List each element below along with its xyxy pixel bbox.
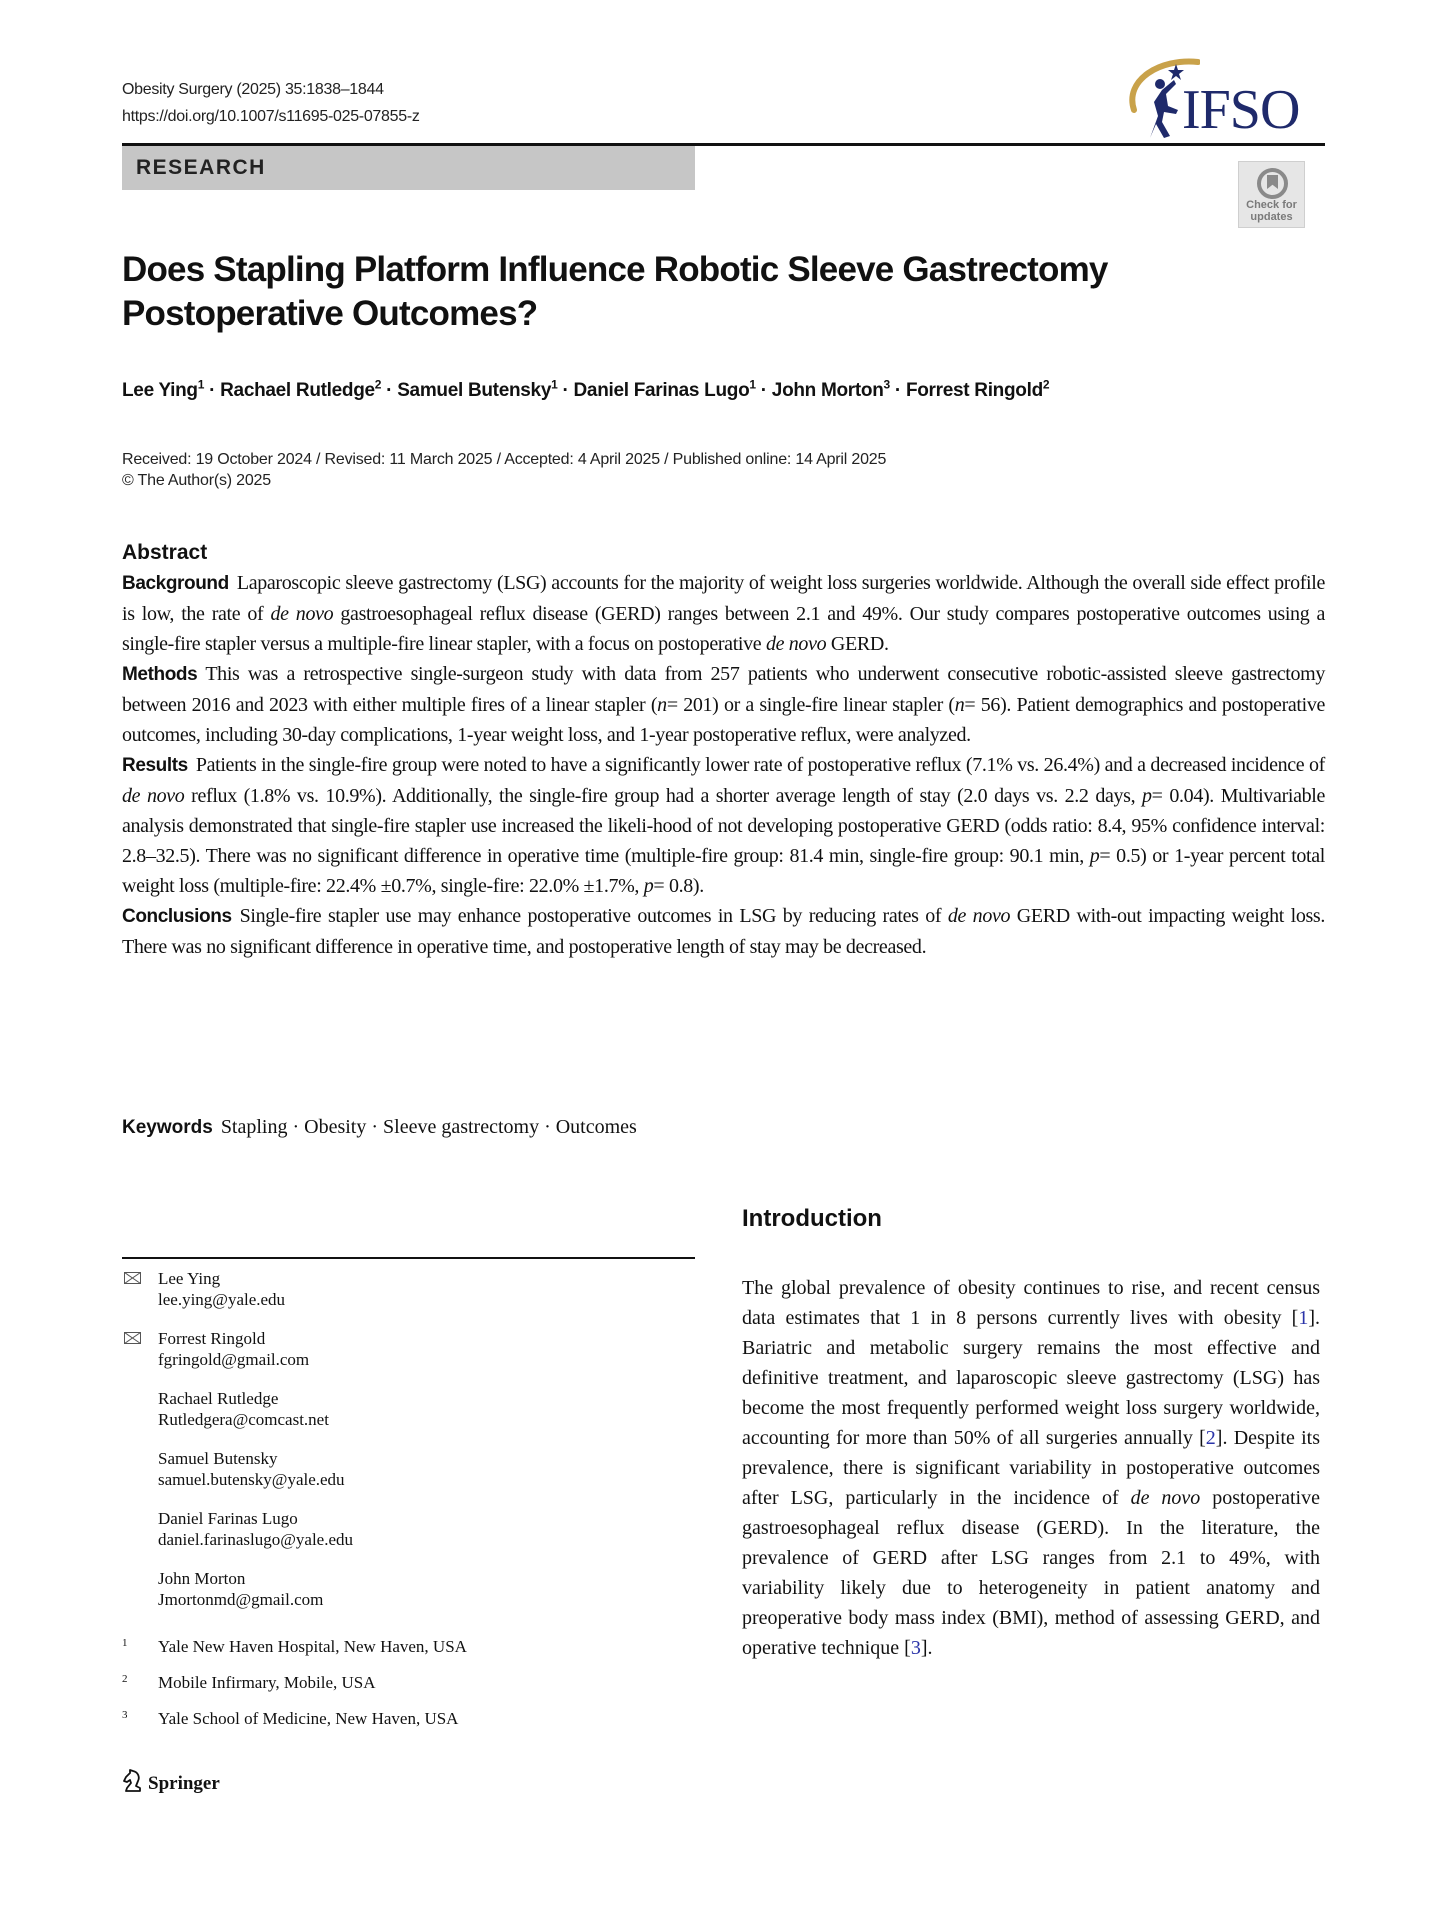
contact-email[interactable]: Jmortonmd@gmail.com bbox=[158, 1590, 324, 1609]
keywords-label: Keywords bbox=[122, 1117, 213, 1138]
history-dates: Received: 19 October 2024 / Revised: 11 March 2025 / Accepted: 4 April 2025 / Published online: 14 April 2025 bbox=[122, 451, 887, 468]
citation-link[interactable]: 1 bbox=[1298, 1307, 1309, 1329]
abstract-conclusions-label: Conclusions bbox=[122, 906, 232, 927]
affiliation-item bbox=[122, 1709, 692, 1729]
abstract-methods-label: Methods bbox=[122, 664, 198, 685]
check-for-updates-line1: Check for bbox=[1246, 199, 1297, 211]
affiliation-text: Mobile Infirmary, Mobile, USA bbox=[158, 1673, 376, 1692]
contact-email[interactable]: samuel.butensky@yale.edu bbox=[158, 1470, 345, 1489]
abstract-methods: Methods This was a retrospective single-surgeon study with data from 257 patients who underwent consecutive robotic-assisted sleeve gastrectomy between 2016 and 2023 with either multiple fires of a linear stapler (n= 201) or a single-fire linear stapler (n= 56). Patient demographics and postoperative outcomes, including 30-day complications, 1-year weight loss, and 1-year postoperative reflux, were analyzed. bbox=[122, 663, 1326, 746]
contact-item bbox=[122, 1448, 692, 1490]
doi-link[interactable]: https://doi.org/10.1007/s11695-025-07855-z bbox=[122, 108, 420, 125]
affiliation-item bbox=[122, 1673, 692, 1693]
affiliation-text: Yale School of Medicine, New Haven, USA bbox=[158, 1709, 459, 1728]
contact-item bbox=[122, 1568, 692, 1610]
contact-email[interactable]: Rutledgera@comcast.net bbox=[158, 1410, 329, 1429]
citation-link[interactable]: 3 bbox=[910, 1637, 921, 1659]
abstract-results: Results Patients in the single-fire group were noted to have a significantly lower rate of postoperative reflux (7.1% vs. 26.4%) and a decreased incidence of de novo reflux (1.8% vs. 10.9%). Additionally, the single-fire group had a shorter average length of stay (2.0 days vs. 2.2 days, p= 0.04). Multivariable analysis demonstrated that single-fire stapler use increased the likeli-hood of not developing postoperative GERD (odds ratio: 8.4, 95% confidence interval: 2.8–32.5). There was no significant difference in operative time (multiple-fire group: 81.4 min, single-fire group: 90.1 min, p= 0.5) or 1-year percent total weight loss (multiple-fire: 22.4% ±0.7%, single-fire: 22.0% ±1.7%, p= 0.8). bbox=[122, 754, 1325, 897]
keywords-list: Stapling · Obesity · Sleeve gastrectomy · Outcomes bbox=[220, 1116, 637, 1138]
contact-item bbox=[122, 1508, 692, 1550]
affiliation-text: Yale New Haven Hospital, New Haven, USA bbox=[158, 1637, 467, 1656]
author[interactable]: Samuel Butensky$^1$ bbox=[397, 378, 558, 402]
check-for-updates-button[interactable] bbox=[1238, 161, 1305, 228]
introduction-heading: Introduction bbox=[742, 1205, 882, 1232]
footnote-rule bbox=[122, 1257, 695, 1259]
affiliation-item bbox=[122, 1637, 692, 1657]
author[interactable]: Rachael Rutledge$^2$ bbox=[220, 378, 382, 402]
check-for-updates-icon bbox=[1257, 168, 1288, 199]
contact-item bbox=[122, 1388, 692, 1430]
ifso-logo bbox=[1120, 50, 1325, 140]
envelope-icon bbox=[124, 1272, 141, 1284]
abstract-conclusions: Conclusions Single-fire stapler use may enhance postoperative outcomes in LSG by reducing rates of de novo GERD with-out impacting weight loss. There was no significant difference in operative time, and postoperative length of stay may be decreased. bbox=[122, 905, 1325, 958]
abstract-background: Background Laparoscopic sleeve gastrectomy (LSG) accounts for the majority of weight loss surgeries worldwide. Although the overall side effect profile is low, the rate of de novo gastroesophageal reflux disease (GERD) ranges between 2.1 and 49%. Our study compares postoperative outcomes using a single-fire stapler versus a multiple-fire linear stapler, with a focus on postoperative de novo GERD. bbox=[122, 572, 1325, 655]
contact-name: John Morton bbox=[158, 1569, 246, 1588]
publication-dates bbox=[122, 449, 886, 491]
abstract bbox=[122, 538, 1325, 962]
citation-link[interactable]: 2 bbox=[1205, 1427, 1216, 1449]
contact-name: Rachael Rutledge bbox=[158, 1389, 279, 1408]
contact-email[interactable]: lee.ying@yale.edu bbox=[158, 1290, 286, 1309]
author[interactable]: Lee Ying$^1$ bbox=[122, 378, 205, 402]
affiliation-number: 3 bbox=[122, 1709, 128, 1721]
article-title: Does Stapling Platform Influence Robotic Sleeve Gastrectomy Postoperative Outcomes? bbox=[122, 250, 1108, 333]
author[interactable]: Daniel Farinas Lugo$^1$ bbox=[573, 378, 756, 402]
copyright: © The Author(s) 2025 bbox=[122, 472, 271, 489]
keywords bbox=[122, 1112, 637, 1143]
contact-name: Lee Ying bbox=[158, 1269, 221, 1288]
abstract-heading: Abstract bbox=[122, 541, 208, 564]
author[interactable]: John Morton$^3$ bbox=[771, 378, 890, 402]
contact-name: Samuel Butensky bbox=[158, 1449, 278, 1468]
envelope-icon bbox=[124, 1332, 141, 1344]
contact-item bbox=[122, 1328, 692, 1370]
author-list: Lee Ying$^1$ · Rachael Rutledge$^2$ · Samuel Butensky$^1$ · Daniel Farinas Lugo$^1$ · John Morton$^3$ · Forrest Ringold$^2$ bbox=[122, 378, 1050, 402]
contact-item bbox=[122, 1268, 692, 1310]
journal-citation: Obesity Surgery (2025) 35:1838–1844 bbox=[122, 81, 384, 98]
ifso-logo-text: IFSO bbox=[1182, 79, 1300, 141]
publisher-name: Springer bbox=[148, 1773, 220, 1794]
journal-info bbox=[122, 76, 420, 130]
author[interactable]: Forrest Ringold$^2$ bbox=[905, 378, 1050, 402]
contact-email[interactable]: daniel.farinaslugo@yale.edu bbox=[158, 1530, 354, 1549]
check-for-updates-line2: updates bbox=[1250, 211, 1293, 223]
contact-name: Forrest Ringold bbox=[158, 1329, 266, 1348]
article-type-bar bbox=[122, 146, 695, 190]
abstract-results-label: Results bbox=[122, 755, 188, 776]
contact-email[interactable]: fgringold@gmail.com bbox=[158, 1350, 310, 1369]
springer-horse-icon bbox=[122, 1769, 144, 1793]
affiliation-number: 1 bbox=[122, 1637, 128, 1649]
contact-name: Daniel Farinas Lugo bbox=[158, 1509, 298, 1528]
abstract-background-label: Background bbox=[122, 573, 229, 594]
introduction-body: The global prevalence of obesity continues to rise, and recent census data estimates that 1 in 8 persons currently lives with obesity [1]. Bariatric and metabolic surgery remains the most effective and definitive treatment, and laparoscopic sleeve gastrectomy (LSG) has become the most frequently performed weight loss surgery worldwide, accounting for more than 50% of all surgeries annually [2]. Despite its prevalence, there is significant variability in postoperative outcomes after LSG, particularly in the incidence of de novo postoperative gastroesophageal reflux disease (GERD). In the literature, the prevalence of GERD after LSG ranges from 2.1 to 49%, with variability likely due to heterogeneity in patient anatomy and preoperative body mass index (BMI), method of assessing GERD, and operative technique [3]. bbox=[742, 1277, 1321, 1659]
affiliation-number: 2 bbox=[122, 1673, 128, 1685]
article-type-label: RESEARCH bbox=[136, 156, 266, 179]
author-contacts bbox=[122, 1268, 692, 1628]
publisher-logo bbox=[122, 1769, 220, 1795]
affiliations bbox=[122, 1637, 692, 1745]
